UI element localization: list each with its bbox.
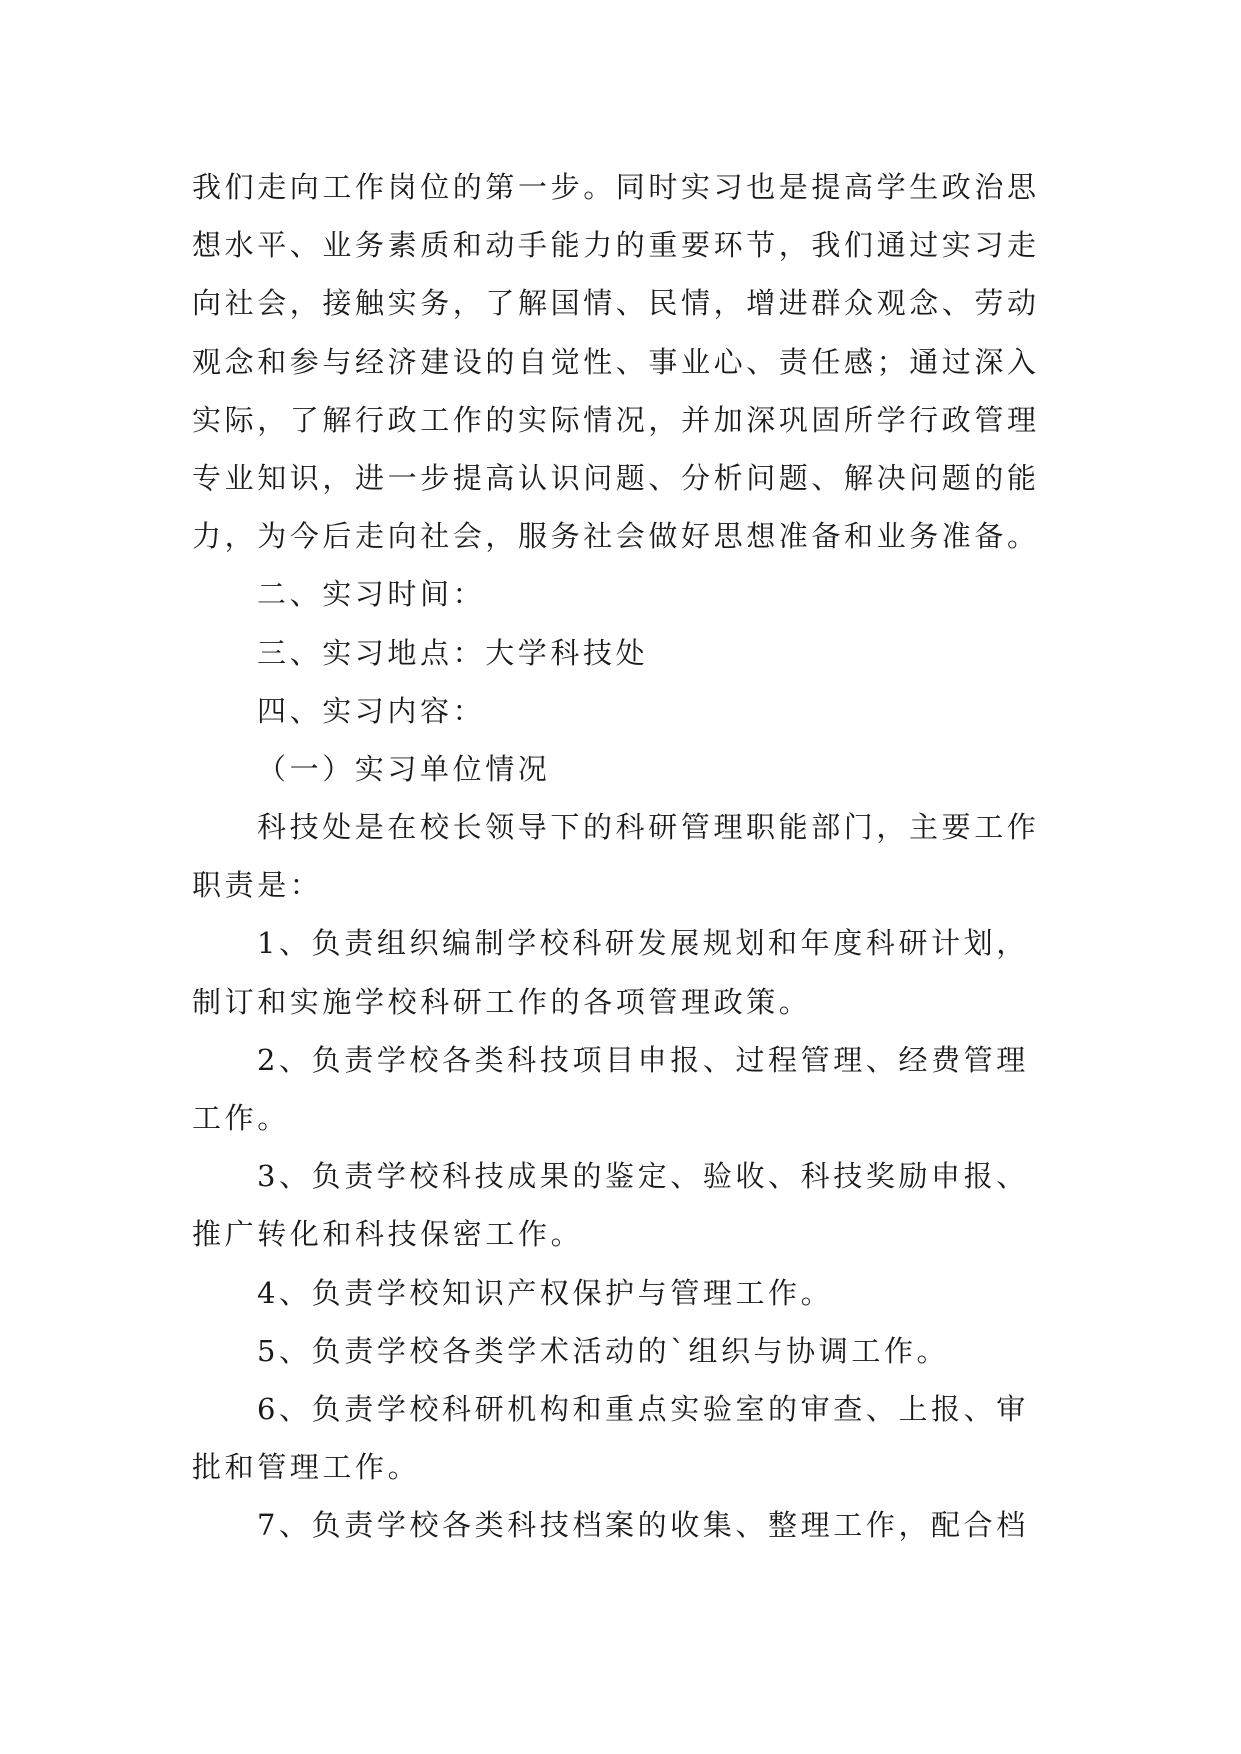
text-line: 职责是： <box>192 868 323 903</box>
text-line: 想水平、业务素质和动手能力的重要环节，我们通过实习走 <box>192 228 1040 263</box>
text-line: 3、负责学校科技成果的鉴定、验收、科技奖励申报、 <box>257 1159 1029 1194</box>
text-line: 科技处是在校长领导下的科研管理职能部门，主要工作 <box>257 810 1040 845</box>
text-line: 制订和实施学校科研工作的各项管理政策。 <box>192 984 812 1019</box>
document-body <box>192 158 1054 1555</box>
text-line: 5、负责学校各类学术活动的`组织与协调工作。 <box>257 1333 950 1368</box>
text-line: 二、实习时间： <box>257 577 486 612</box>
text-line: 2、负责学校各类科技项目申报、过程管理、经费管理 <box>257 1042 1029 1077</box>
text-line: 6、负责学校科研机构和重点实验室的审查、上报、审 <box>257 1391 1029 1426</box>
text-line: 批和管理工作。 <box>192 1450 421 1485</box>
text-line: 1、负责组织编制学校科研发展规划和年度科研计划， <box>257 926 1029 961</box>
text-line: 力，为今后走向社会，服务社会做好思想准备和业务准备。 <box>192 519 1040 554</box>
text-line: 工作。 <box>192 1101 290 1135</box>
text-line: 观念和参与经济建设的自觉性、事业心、责任感；通过深入 <box>192 344 1040 379</box>
text-line: 四、实习内容： <box>257 693 486 728</box>
text-line: 向社会，接触实务，了解国情、民情，增进群众观念、劳动 <box>192 286 1040 321</box>
text-line: 推广转化和科技保密工作。 <box>192 1217 584 1252</box>
text-line: 实际，了解行政工作的实际情况，并加深巩固所学行政管理 <box>192 402 1040 437</box>
text-line: 4、负责学校知识产权保护与管理工作。 <box>257 1275 834 1310</box>
text-line: 我们走向工作岗位的第一步。同时实习也是提高学生政治思 <box>192 170 1040 204</box>
text-line: 7、负责学校各类科技档案的收集、整理工作，配合档 <box>257 1508 1029 1543</box>
text-line: 三、实习地点：大学科技处 <box>257 635 649 670</box>
text-line: （一）实习单位情况 <box>257 751 551 786</box>
text-line: 专业知识，进一步提高认识问题、分析问题、解决问题的能 <box>192 460 1040 495</box>
